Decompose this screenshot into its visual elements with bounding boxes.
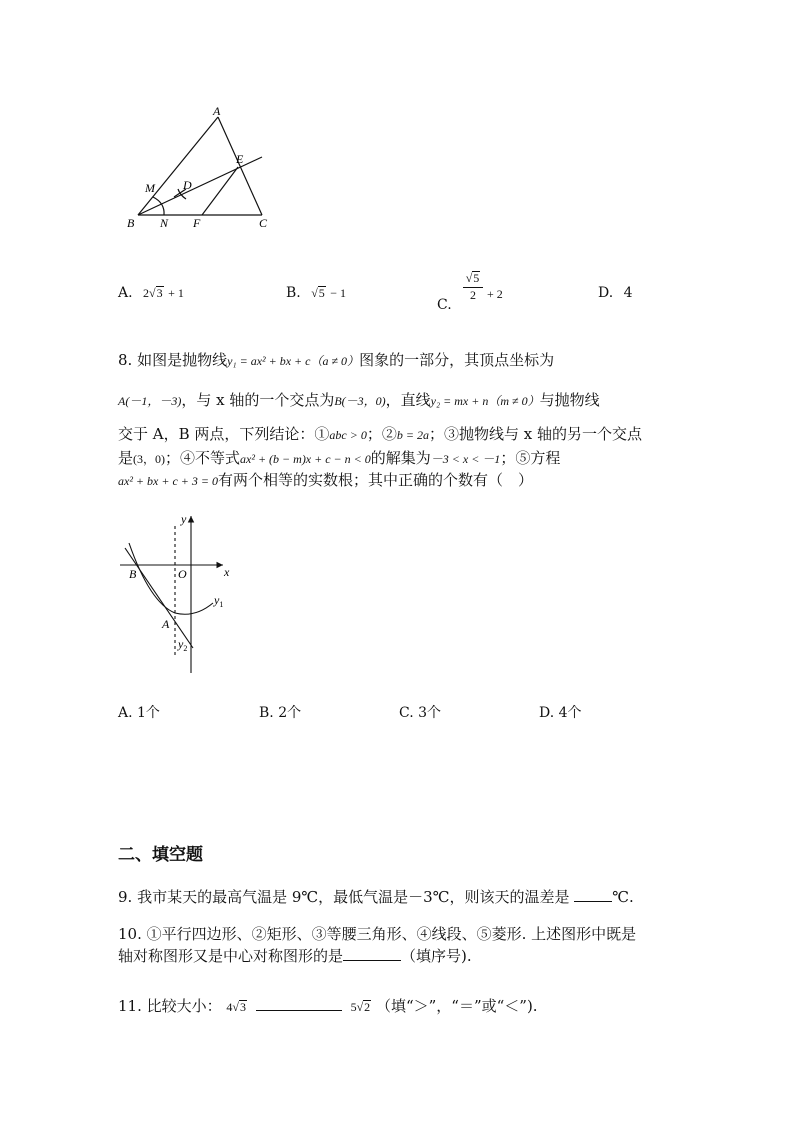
q11-answer-blank[interactable] — [256, 996, 342, 1011]
label-y1: $y_1$ — [214, 593, 224, 609]
q8-option-d: D. 4个 — [539, 705, 582, 721]
label-d: D — [183, 178, 192, 192]
bisector-line — [138, 157, 262, 215]
q7-option-d: D. 4 — [598, 285, 633, 301]
q8-option-b: B. 2个 — [259, 705, 302, 721]
line-y2 — [125, 548, 193, 648]
q10-answer-blank[interactable] — [343, 946, 401, 961]
label-a: A — [162, 617, 170, 631]
q10-line-1: 10. ①平行四边形、②矩形、③等腰三角形、④线段、⑤菱形. 上述图形中既是 — [118, 925, 637, 943]
label-a: A — [213, 105, 221, 118]
segment-ef — [202, 167, 238, 215]
q8-option-a: A. 1个 — [118, 705, 160, 721]
parabola-figure — [115, 508, 245, 678]
q9: 9. 我市某天的最高气温是 9℃，最低气温是－3℃，则该天的温差是 ℃. — [118, 888, 634, 906]
q9-answer-blank[interactable] — [574, 887, 612, 902]
side-ac — [218, 117, 262, 215]
label-e: E — [236, 152, 244, 166]
q7-option-a: A. 2√3 + 1 — [118, 285, 184, 301]
triangle-figure — [120, 105, 280, 235]
q11: 11. 比较大小： 4√3 5√2 （填“＞”，“＝”或“＜”). — [118, 997, 538, 1015]
label-o: O — [178, 567, 187, 581]
label-c: C — [259, 216, 268, 230]
parabola-y1 — [129, 543, 213, 614]
q8-line-1: 8. 如图是抛物线y₁ = ax² + bx + c（a ≠ 0）图象的一部分，其顶点坐标为 — [118, 351, 555, 369]
label-x-axis: x — [224, 565, 230, 579]
label-f: F — [193, 216, 201, 230]
label-n: N — [160, 216, 169, 230]
label-b: B — [127, 216, 135, 230]
q8-option-c: C. 3个 — [399, 705, 442, 721]
label-m: M — [145, 181, 155, 195]
q8-line-3: 交于 A，B 两点，下列结论：①abc > 0；②b = 2a；③抛物线与 x 轴的另一个交点 — [118, 425, 642, 443]
q10-line-2: 轴对称图形又是中心对称图形的是 （填序号). — [118, 947, 472, 965]
section-title: 二、填空题 — [118, 845, 203, 865]
q8-line-4: 是(3，0)；④不等式ax² + (b − m)x + c − n < 0的解集为－3 < x < －1；⑤方程 — [118, 449, 561, 467]
label-y2: $y_2$ — [178, 637, 188, 653]
q8-line-2: A(－1，－3)，与 x 轴的一个交点为B(－3，0)，直线y₂ = mx + n（m ≠ 0）与抛物线 — [118, 391, 600, 409]
label-y-axis: y — [181, 512, 187, 526]
q8-line-5: ax² + bx + c + 3 = 0有两个相等的实数根；其中正确的个数有（ ） — [118, 471, 533, 489]
label-b: B — [129, 567, 137, 581]
side-ab — [138, 117, 218, 215]
q7-option-b: B. √5 − 1 — [286, 285, 347, 301]
